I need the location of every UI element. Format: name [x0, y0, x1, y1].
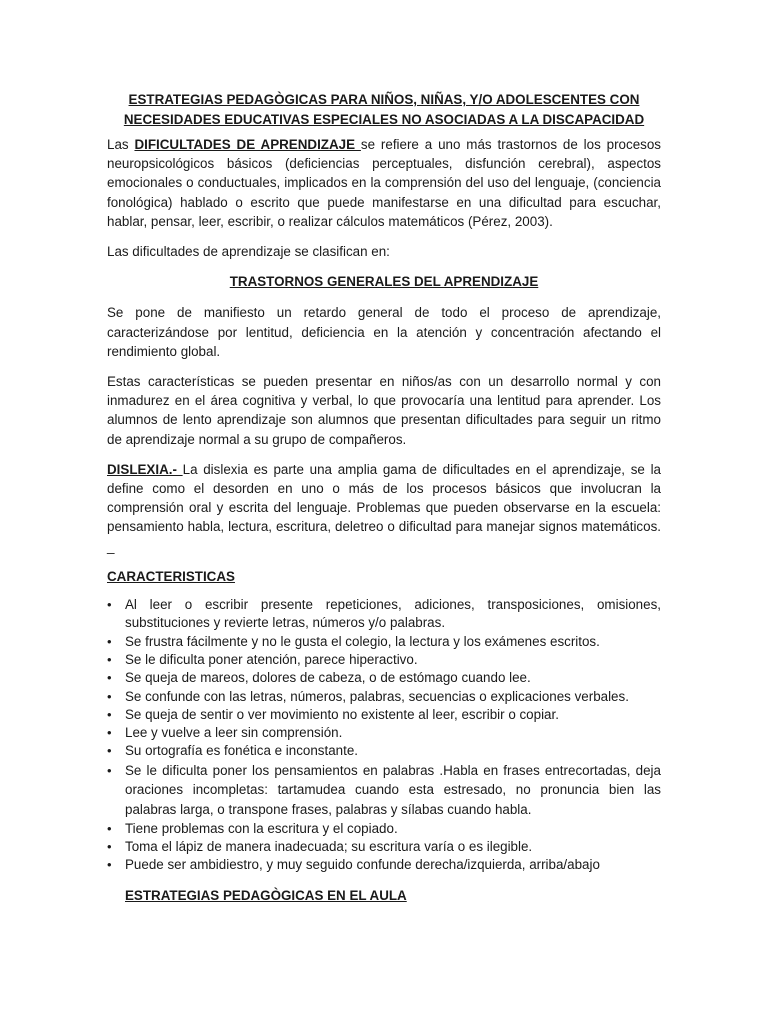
bullet-icon	[107, 742, 125, 760]
list-item: • Su ortografía es fonética e inconstante.	[107, 742, 661, 760]
bullet-icon	[107, 651, 125, 669]
title-line-1: ESTRATEGIAS PEDAGÒGICAS PARA NIÑOS, NIÑAS, Y/O ADOLESCENTES CON	[128, 92, 640, 107]
bullet-icon	[107, 724, 125, 742]
bullet-icon	[107, 856, 125, 874]
dislexia-term: DISLEXIA.-	[107, 461, 183, 477]
list-item: • Tiene problemas con la escritura y el copiado.	[107, 820, 661, 838]
document-title	[107, 90, 661, 129]
dislexia-paragraph	[107, 460, 661, 556]
bullet-icon	[107, 596, 125, 614]
document-page	[107, 90, 661, 906]
intro-lead: Las	[107, 137, 135, 152]
bullet-icon	[107, 669, 125, 687]
bullet-icon	[107, 688, 125, 706]
list-item: • Puede ser ambidiestro, y muy seguido confunde derecha/izquierda, arriba/abajo	[107, 856, 661, 874]
intro-rest: se refiere a uno más trastornos de los procesos neuropsicológicos básicos (deficiencias perceptuales, disfunción cerebral), aspectos emocionales o conductuales, implicados en la comprensión del uso del lenguaje, (conciencia fonológica) hablado o escrito que puede manifestarse en una dificultad para escuchar, hablar, pensar, leer, escribir, o realizar cálculos matemáticos (Pérez, 2003).	[107, 137, 661, 229]
bullet-icon	[107, 633, 125, 651]
bullet-icon	[107, 820, 125, 838]
trastornos-paragraph-2: Estas características se pueden presentar en niños/as con un desarrollo normal y con inmadurez en el área cognitiva y verbal, lo que provocaría una lentitud para aprender. Los alumnos de lento aprendizaje son alumnos que presentan dificultades para seguir un ritmo de aprendizaje normal a su grupo de compañeros.	[107, 374, 661, 447]
intro-term: DIFICULTADES DE APRENDIZAJE	[134, 137, 361, 152]
bullet-icon	[107, 761, 125, 781]
trastornos-paragraph-1: Se pone de manifiesto un retardo general de todo el proceso de aprendizaje, caracterizándose por lentitud, deficiencia en la atención y concentración afectando el rendimiento global.	[107, 305, 661, 359]
caracteristicas-list	[107, 596, 661, 874]
section-heading-trastornos: TRASTORNOS GENERALES DEL APRENDIZAJE	[229, 274, 539, 290]
caracteristicas-heading: CARACTERISTICAS	[107, 568, 235, 584]
list-item: • Al leer o escribir presente repeticiones, adiciones, transposiciones, omisiones, substituciones y revierte letras, números y/o palabras.	[107, 596, 661, 633]
list-item: • Se le dificulta poner los pensamientos en palabras .Habla en frases entrecortadas, deja oraciones incompletas: tartamudea cuando esta estresado, no pronuncia bien las palabras larga, o transpone frases, palabras y sílabas cuando habla.	[107, 761, 661, 820]
list-item: • Toma el lápiz de manera inadecuada; su escritura varía o es ilegible.	[107, 838, 661, 856]
list-item: • Se le dificulta poner atención, parece hiperactivo.	[107, 651, 661, 669]
dislexia-text: La dislexia es parte una amplia gama de dificultades en el aprendizaje, se la define como el desorden en uno o más de los procesos básicos que involucran la comprensión oral y escrita del lenguaje. Problemas que pueden observarse en la escuela: pensamiento habla, lectura, escritura, deletreo o dificultad para manejar signos matemáticos. _	[107, 461, 661, 554]
intro-paragraph	[107, 135, 661, 231]
estrategias-heading: ESTRATEGIAS PEDAGÒGICAS EN EL AULA	[125, 888, 407, 904]
list-item: • Se queja de sentir o ver movimiento no existente al leer, escribir o copiar.	[107, 706, 661, 724]
list-item: • Se confunde con las letras, números, palabras, secuencias o explicaciones verbales.	[107, 688, 661, 706]
list-item: • Se queja de mareos, dolores de cabeza, o de estómago cuando lee.	[107, 669, 661, 687]
list-item: • Se frustra fácilmente y no le gusta el colegio, la lectura y los exámenes escritos.	[107, 633, 661, 651]
bullet-icon	[107, 706, 125, 724]
bullet-icon	[107, 838, 125, 856]
classify-paragraph: Las dificultades de aprendizaje se clasifican en:	[107, 244, 390, 260]
title-line-2: NECESIDADES EDUCATIVAS ESPECIALES NO ASOCIADAS A LA DISCAPACIDAD	[123, 111, 645, 127]
list-item: • Lee y vuelve a leer sin comprensión.	[107, 724, 661, 742]
